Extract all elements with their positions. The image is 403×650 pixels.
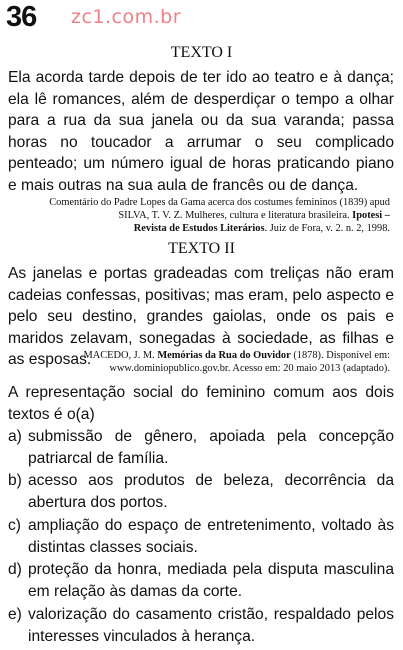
option-letter: b) <box>8 472 22 489</box>
question-prompt: A representação social do feminino comum aos dois textos é o(a) <box>8 384 394 423</box>
texto2-source-line1 <box>40 349 390 362</box>
option-letter: d) <box>8 561 22 578</box>
option-e[interactable] <box>8 604 394 647</box>
texto1-source-line2 <box>40 209 390 222</box>
texto1-source-line3 <box>40 222 390 235</box>
option-text: acesso aos produtos de beleza, decorrência da abertura dos portos. <box>28 472 394 511</box>
option-b[interactable] <box>8 470 394 513</box>
option-letter: a) <box>8 428 22 445</box>
option-letter: e) <box>8 606 22 623</box>
texto1-body: Ela acorda tarde depois de ter ido ao teatro e à dança; ela lê romances, além de desperdiçar o tempo a olhar para a rua da sua janela ou da sua varanda; passa horas no toucador a arrumar o seu complicado penteado; um número igual de horas praticando piano e mais outras na sua aula de francês ou de dança. <box>8 69 394 194</box>
option-text: submissão de gênero, apoiada pela concepção patriarcal de família. <box>28 428 394 467</box>
option-text: proteção da honra, mediada pela disputa masculina em relação às damas da corte. <box>28 561 394 600</box>
texto1-source-details: . Juiz de Fora, v. 2. n. 2, 1998. <box>264 223 390 235</box>
texto1-source-journal-a: Ipotesi – <box>352 210 390 222</box>
question-number: 36 <box>6 1 37 33</box>
texto1-source <box>40 196 390 236</box>
option-c[interactable] <box>8 515 394 558</box>
option-letter: c) <box>8 517 21 534</box>
header <box>0 0 403 34</box>
texto1-source-author: SILVA, T. V. Z. Mulheres, cultura e literatura brasileira. <box>118 210 353 222</box>
option-text: ampliação do espaço de entretenimento, voltado às distintas classes sociais. <box>28 517 394 556</box>
option-text: valorização do casamento cristão, respaldado pelos interesses vinculados à herança. <box>28 606 394 645</box>
watermark: zc1.com.br <box>71 6 182 28</box>
texto2-source-line2: www.dominiopublico.gov.br. Acesso em: 20 maio 2013 (adaptado). <box>109 363 390 375</box>
texto2-body: As janelas e portas gradeadas com treliças não eram cadeias confessas, positivas; mas eram, pelo aspecto e pelo seu destino, grandes gaiolas, onde os pais e maridos zelavam, sonegadas à sociedade, as filhas e as esposas. <box>8 265 394 368</box>
texto2-source <box>40 349 390 375</box>
texto1-source-line1: Comentário do Padre Lopes da Gama acerca dos costumes femininos (1839) apud <box>49 197 390 208</box>
texto2-source-author: MACEDO, J. M. <box>83 350 158 361</box>
option-a[interactable] <box>8 426 394 469</box>
texto1-title: TEXTO I <box>170 44 233 61</box>
texto1-source-journal-b: Revista de Estudos Literários <box>133 223 265 235</box>
texto2-source-year: (1878). Disponível em: <box>290 350 390 361</box>
option-d[interactable] <box>8 559 394 602</box>
texto2-title: TEXTO II <box>168 240 235 257</box>
texto2-source-title: Memórias da Rua do Ouvidor <box>157 350 291 361</box>
